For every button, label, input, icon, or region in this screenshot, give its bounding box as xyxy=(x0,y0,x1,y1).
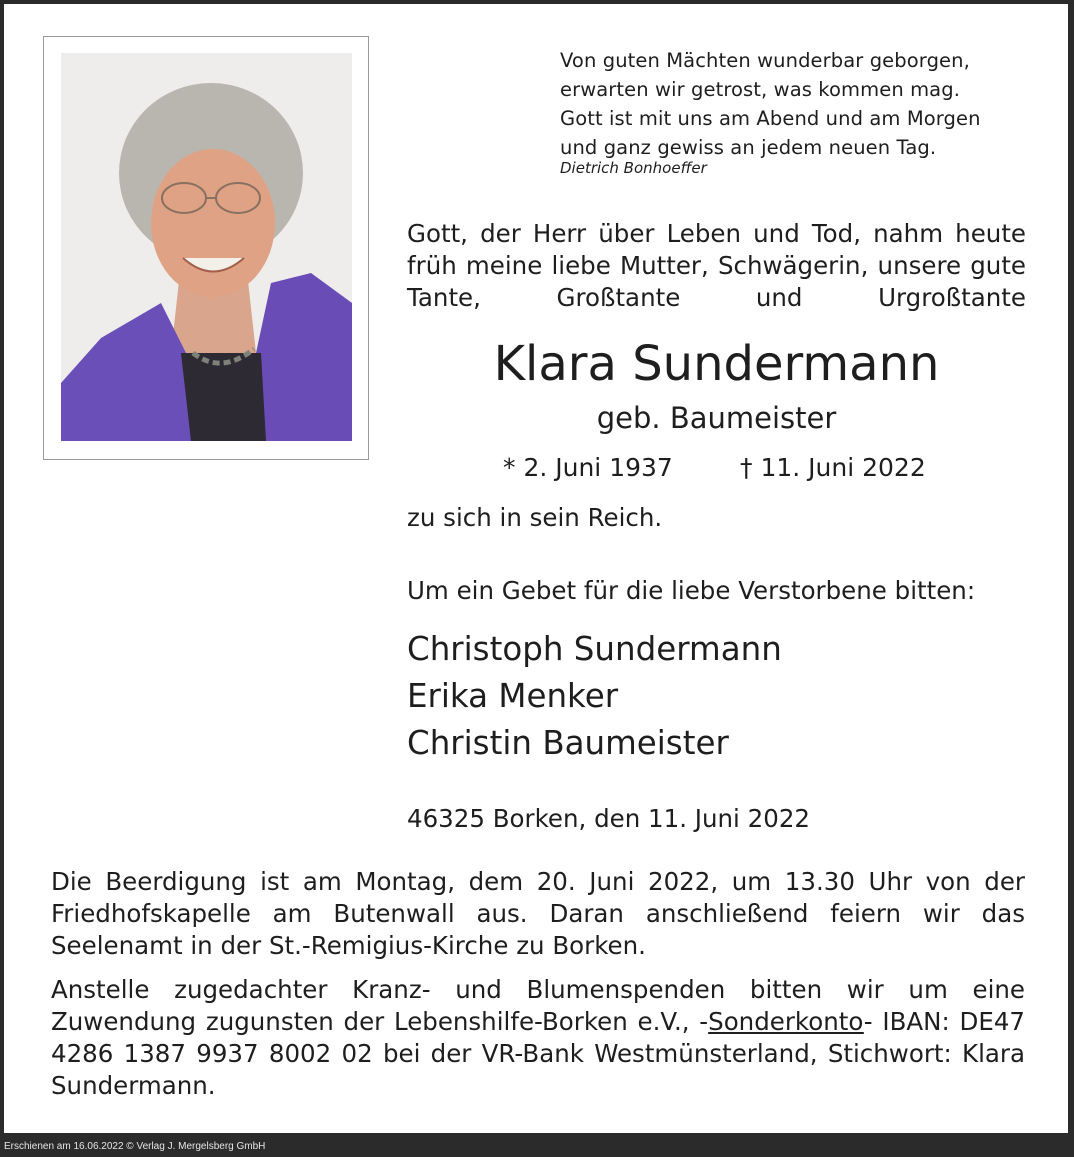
intro-text: Gott, der Herr über Leben und Tod, nahm heute früh meine liebe Mutter, Schwägerin, unsere gute Tante, Großtante und Urgroßtante xyxy=(407,219,1026,312)
portrait-photo xyxy=(61,53,352,441)
relative-name: Christin Baumeister xyxy=(407,724,729,762)
quote-line: Von guten Mächten wunderbar geborgen, xyxy=(560,49,970,72)
place-date: 46325 Borken, den 11. Juni 2022 xyxy=(407,804,811,833)
relative-name: Erika Menker xyxy=(407,677,619,715)
portrait-frame xyxy=(43,36,369,460)
portrait-illustration xyxy=(61,53,352,441)
relatives-list xyxy=(407,626,782,767)
death-date: † 11. Juni 2022 xyxy=(740,453,926,482)
quote-line: und ganz gewiss an jedem neuen Tag. xyxy=(560,136,937,159)
deceased-name: Klara Sundermann xyxy=(493,336,940,392)
relative-name: Christoph Sundermann xyxy=(407,630,782,668)
quote-author: Dietrich Bonhoeffer xyxy=(560,159,707,177)
maiden-name: geb. Baumeister xyxy=(596,401,837,435)
quote-line: Gott ist mit uns am Abend und am Morgen xyxy=(560,107,981,130)
donation-text: Anstelle zugedachter Kranz- und Blumenspenden bitten wir um eine Zuwendung zugunsten der Lebenshilfe-Borken e.V., - xyxy=(51,975,1025,1036)
prayer-request: Um ein Gebet für die liebe Verstorbene bitten: xyxy=(407,576,976,605)
quote-line: erwarten wir getrost, was kommen mag. xyxy=(560,78,961,101)
bible-quote xyxy=(560,46,1040,162)
donation-text-end: - IBAN: DE47 4286 1387 9937 8002 02 bei der VR-Bank Westmünsterland, Stichwort: Klara Sundermann. xyxy=(51,1007,1026,1100)
closing-text: zu sich in sein Reich. xyxy=(407,503,663,532)
publication-footer: Erschienen am 16.06.2022 © Verlag J. Mergelsberg GmbH xyxy=(4,1141,266,1152)
donation-info xyxy=(51,974,1025,1102)
birth-date: * 2. Juni 1937 xyxy=(503,453,673,482)
obituary-card xyxy=(4,4,1068,1133)
funeral-info: Die Beerdigung ist am Montag, dem 20. Juni 2022, um 13.30 Uhr von der Friedhofskapelle am Butenwall aus. Daran anschließend feiern wir das Seelenamt in der St.-Remigius-Kirche zu Borken. xyxy=(51,867,1025,960)
account-label: Sonderkonto xyxy=(708,1007,864,1036)
